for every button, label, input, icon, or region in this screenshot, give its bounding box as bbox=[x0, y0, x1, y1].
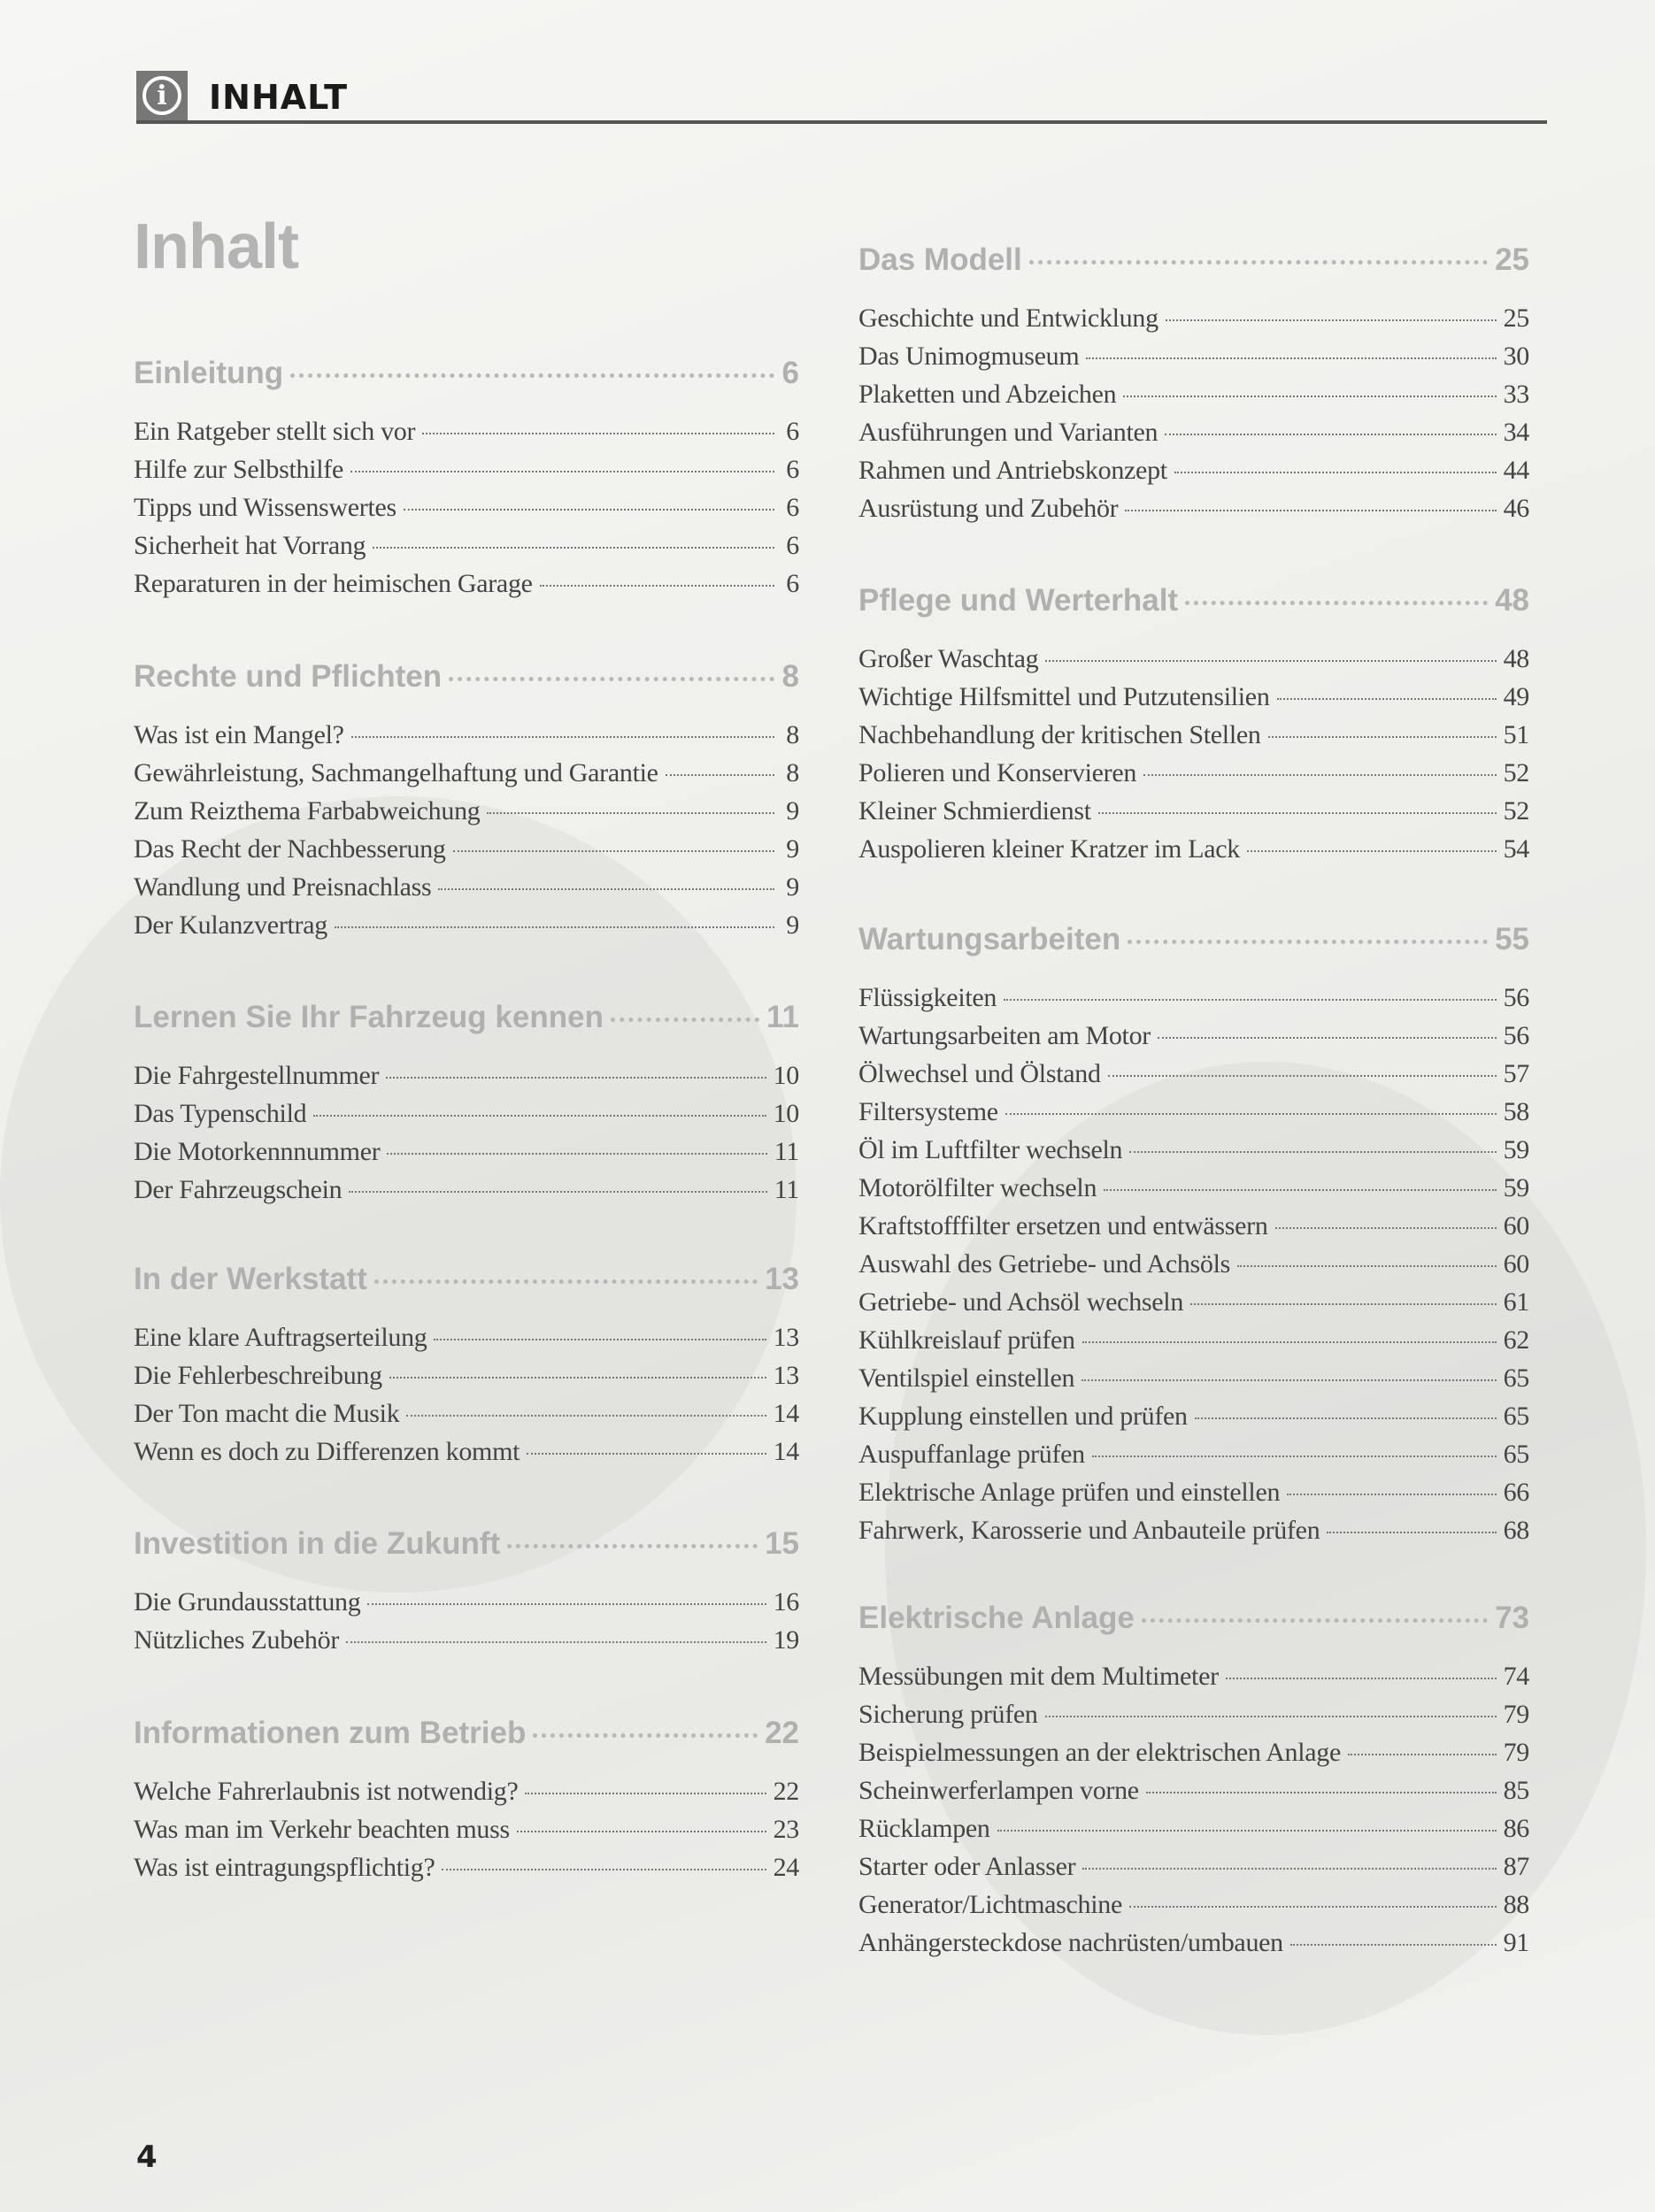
entry-title: Scheinwerferlampen vorne bbox=[858, 1776, 1139, 1805]
entry-title: Ausführungen und Varianten bbox=[858, 418, 1158, 447]
leader-dots bbox=[442, 1869, 766, 1870]
entry-page: 25 bbox=[1503, 303, 1529, 333]
entry-title: Beispielmessungen an der elektrischen Anlage bbox=[858, 1738, 1341, 1767]
leader-dots bbox=[1104, 1189, 1496, 1191]
leader-dots bbox=[422, 433, 774, 434]
entry-page: 88 bbox=[1503, 1890, 1529, 1919]
entry-page: 6 bbox=[786, 455, 799, 484]
leader-dots bbox=[611, 1018, 759, 1022]
entry-page: 52 bbox=[1503, 796, 1529, 826]
toc-entry[interactable] bbox=[134, 1848, 799, 1886]
leader-dots bbox=[527, 1453, 766, 1455]
toc-entry[interactable] bbox=[858, 792, 1529, 830]
leader-dots bbox=[1185, 601, 1488, 605]
toc-entry[interactable] bbox=[858, 1657, 1529, 1695]
entry-page: 74 bbox=[1503, 1662, 1529, 1691]
leader-dots bbox=[351, 736, 774, 738]
entry-page: 66 bbox=[1503, 1478, 1529, 1507]
toc-section bbox=[858, 583, 1529, 868]
entry-title: Wenn es doch zu Differenzen kommt bbox=[134, 1437, 520, 1466]
leader-dots bbox=[1143, 774, 1497, 776]
entry-page: 48 bbox=[1503, 644, 1529, 673]
entry-page: 11 bbox=[774, 1175, 799, 1204]
entry-title: Kleiner Schmierdienst bbox=[858, 796, 1091, 826]
entry-title: Polieren und Konservieren bbox=[858, 758, 1137, 787]
toc-section bbox=[134, 1000, 799, 1209]
toc-entry[interactable] bbox=[134, 1432, 799, 1471]
entry-page: 24 bbox=[773, 1853, 799, 1882]
section-heading[interactable] bbox=[858, 922, 1529, 961]
entry-page: 6 bbox=[786, 569, 799, 598]
section-title: Wartungsarbeiten bbox=[858, 922, 1121, 956]
entry-title: Das Typenschild bbox=[134, 1099, 307, 1128]
entry-page: 22 bbox=[773, 1777, 799, 1806]
leader-dots bbox=[1086, 357, 1496, 359]
leader-dots bbox=[1125, 510, 1496, 511]
entry-title: Messübungen mit dem Multimeter bbox=[858, 1662, 1219, 1691]
entry-page: 14 bbox=[773, 1437, 799, 1466]
toc-entry[interactable] bbox=[134, 1583, 799, 1621]
leader-dots bbox=[1098, 812, 1497, 814]
section-page: 55 bbox=[1495, 922, 1529, 956]
leader-dots bbox=[1174, 472, 1497, 473]
entry-title: Das Unimogmuseum bbox=[858, 342, 1080, 371]
leader-dots bbox=[386, 1077, 766, 1079]
section-title: Informationen zum Betrieb bbox=[134, 1716, 527, 1750]
page-header bbox=[136, 71, 1547, 124]
entry-page: 87 bbox=[1503, 1852, 1529, 1881]
entry-title: Der Fahrzeugschein bbox=[134, 1175, 343, 1204]
toc-section bbox=[134, 1262, 799, 1471]
entry-page: 57 bbox=[1503, 1059, 1529, 1088]
leader-dots bbox=[533, 1733, 758, 1738]
toc-entry[interactable] bbox=[134, 565, 799, 603]
leader-dots bbox=[1275, 1227, 1497, 1229]
entry-page: 11 bbox=[774, 1137, 799, 1166]
toc-entry[interactable] bbox=[858, 678, 1529, 716]
toc-entry[interactable] bbox=[858, 1245, 1529, 1283]
entry-title: Das Recht der Nachbesserung bbox=[134, 834, 446, 864]
section-heading[interactable] bbox=[134, 659, 799, 698]
entry-page: 8 bbox=[786, 758, 799, 787]
section-page: 22 bbox=[765, 1716, 799, 1750]
toc-entry[interactable] bbox=[858, 979, 1529, 1017]
leader-dots bbox=[517, 1831, 766, 1832]
entry-title: Öl im Luftfilter wechseln bbox=[858, 1135, 1123, 1164]
entry-title: Sicherung prüfen bbox=[858, 1700, 1038, 1729]
entry-page: 58 bbox=[1503, 1097, 1529, 1126]
toc-entry[interactable] bbox=[858, 1473, 1529, 1511]
section-title: Investition in die Zukunft bbox=[134, 1526, 501, 1561]
entry-title: Anhängersteckdose nachrüsten/umbauen bbox=[858, 1928, 1283, 1957]
toc-entry[interactable] bbox=[858, 1695, 1529, 1733]
entry-title: Kupplung einstellen und prüfen bbox=[858, 1402, 1188, 1431]
entry-title: Was ist eintragungspflichtig? bbox=[134, 1853, 435, 1882]
toc-entry[interactable] bbox=[858, 1321, 1529, 1359]
leader-dots bbox=[1082, 1341, 1497, 1343]
section-heading[interactable] bbox=[134, 356, 799, 395]
leader-dots bbox=[487, 812, 774, 814]
leader-dots bbox=[1226, 1678, 1497, 1679]
toc-entry[interactable] bbox=[858, 1131, 1529, 1169]
entry-title: Filtersysteme bbox=[858, 1097, 998, 1126]
toc-entry[interactable] bbox=[858, 1847, 1529, 1886]
entry-page: 79 bbox=[1503, 1738, 1529, 1767]
entry-title: Ventilspiel einstellen bbox=[858, 1363, 1075, 1393]
toc-section bbox=[858, 242, 1529, 527]
toc-entry[interactable] bbox=[858, 1283, 1529, 1321]
entry-title: Auswahl des Getriebe- und Achsöls bbox=[858, 1249, 1231, 1279]
toc-section bbox=[858, 922, 1529, 1549]
toc-entry[interactable] bbox=[134, 1318, 799, 1356]
entry-title: Die Fahrgestellnummer bbox=[134, 1061, 380, 1090]
leader-dots bbox=[666, 774, 774, 776]
entry-page: 8 bbox=[786, 720, 799, 749]
section-page: 8 bbox=[781, 659, 799, 694]
entry-title: Starter oder Anlasser bbox=[858, 1852, 1076, 1881]
entry-page: 10 bbox=[773, 1099, 799, 1128]
entry-page: 56 bbox=[1503, 1021, 1529, 1050]
toc-entry[interactable] bbox=[858, 1733, 1529, 1771]
section-page: 25 bbox=[1495, 242, 1529, 277]
entry-title: Elektrische Anlage prüfen und einstellen bbox=[858, 1478, 1281, 1507]
toc-entry[interactable] bbox=[134, 1772, 799, 1810]
entry-page: 54 bbox=[1503, 834, 1529, 864]
toc-entry[interactable] bbox=[134, 526, 799, 565]
entry-page: 34 bbox=[1503, 418, 1529, 447]
entry-page: 9 bbox=[786, 910, 799, 940]
toc-section bbox=[134, 1526, 799, 1659]
entry-title: Rücklampen bbox=[858, 1814, 990, 1843]
entry-page: 60 bbox=[1503, 1211, 1529, 1240]
toc-entry[interactable] bbox=[858, 1924, 1529, 1962]
toc-entry[interactable] bbox=[134, 716, 799, 754]
toc-entry[interactable] bbox=[858, 375, 1529, 413]
toc-entry[interactable] bbox=[134, 906, 799, 944]
entry-page: 61 bbox=[1503, 1287, 1529, 1317]
entry-page: 79 bbox=[1503, 1700, 1529, 1729]
leader-dots bbox=[507, 1544, 758, 1548]
entry-title: Nachbehandlung der kritischen Stellen bbox=[858, 720, 1261, 749]
leader-dots bbox=[1146, 1792, 1497, 1793]
section-title: Elektrische Anlage bbox=[858, 1601, 1135, 1635]
entry-page: 65 bbox=[1503, 1440, 1529, 1469]
toc-entry[interactable] bbox=[858, 489, 1529, 527]
section-heading[interactable] bbox=[858, 1601, 1529, 1640]
section-heading[interactable] bbox=[134, 1000, 799, 1039]
leader-dots bbox=[1287, 1494, 1496, 1495]
entry-page: 13 bbox=[773, 1361, 799, 1390]
toc-entry[interactable] bbox=[134, 1133, 799, 1171]
entry-page: 16 bbox=[773, 1587, 799, 1617]
toc-entry[interactable] bbox=[134, 1356, 799, 1394]
toc-entry[interactable] bbox=[134, 868, 799, 906]
leader-dots bbox=[438, 888, 774, 890]
section-page: 6 bbox=[781, 356, 799, 390]
leader-dots bbox=[1268, 736, 1497, 738]
leader-dots bbox=[387, 1153, 766, 1155]
entry-page: 13 bbox=[773, 1323, 799, 1352]
entry-title: Hilfe zur Selbsthilfe bbox=[134, 455, 343, 484]
section-title: Lernen Sie Ihr Fahrzeug kennen bbox=[134, 1000, 604, 1034]
entry-page: 62 bbox=[1503, 1325, 1529, 1355]
toc-entry[interactable] bbox=[858, 1169, 1529, 1207]
leader-dots bbox=[1190, 1303, 1497, 1305]
entry-page: 44 bbox=[1503, 456, 1529, 485]
entry-title: Reparaturen in der heimischen Garage bbox=[134, 569, 533, 598]
entry-title: Großer Waschtag bbox=[858, 644, 1039, 673]
toc-entry[interactable] bbox=[134, 792, 799, 830]
toc-entry[interactable] bbox=[858, 451, 1529, 489]
toc-entry[interactable] bbox=[134, 754, 799, 792]
entry-title: Zum Reizthema Farbabweichung bbox=[134, 796, 481, 826]
entry-page: 65 bbox=[1503, 1402, 1529, 1431]
entry-page: 51 bbox=[1503, 720, 1529, 749]
entry-page: 91 bbox=[1503, 1928, 1529, 1957]
entry-title: Der Kulanzvertrag bbox=[134, 910, 327, 940]
toc-entry[interactable] bbox=[134, 1621, 799, 1659]
leader-dots bbox=[1195, 1417, 1497, 1419]
leader-dots bbox=[1129, 1906, 1497, 1908]
toc-entry[interactable] bbox=[134, 1094, 799, 1133]
leader-dots bbox=[1158, 1037, 1497, 1039]
section-heading[interactable] bbox=[134, 1262, 799, 1301]
section-heading[interactable] bbox=[858, 242, 1529, 281]
section-title: In der Werkstatt bbox=[134, 1262, 367, 1296]
toc-entry[interactable] bbox=[858, 1359, 1529, 1397]
entry-page: 56 bbox=[1503, 983, 1529, 1012]
entry-page: 68 bbox=[1503, 1516, 1529, 1545]
header-title: INHALT bbox=[209, 78, 348, 117]
entry-title: Der Ton macht die Musik bbox=[134, 1399, 400, 1428]
entry-title: Ein Ratgeber stellt sich vor bbox=[134, 417, 416, 446]
leader-dots bbox=[404, 509, 774, 511]
info-icon: i bbox=[136, 71, 188, 120]
entry-title: Die Fehlerbeschreibung bbox=[134, 1361, 382, 1390]
entry-page: 23 bbox=[773, 1815, 799, 1844]
entry-page: 59 bbox=[1503, 1135, 1529, 1164]
entry-page: 46 bbox=[1503, 494, 1529, 523]
entry-page: 86 bbox=[1503, 1814, 1529, 1843]
leader-dots bbox=[1092, 1455, 1497, 1457]
leader-dots bbox=[313, 1115, 766, 1117]
entry-page: 6 bbox=[786, 493, 799, 522]
entry-title: Die Grundausstattung bbox=[134, 1587, 361, 1617]
toc-entry[interactable] bbox=[858, 1017, 1529, 1055]
leader-dots bbox=[1277, 698, 1497, 700]
entry-page: 19 bbox=[773, 1625, 799, 1655]
entry-title: Auspuffanlage prüfen bbox=[858, 1440, 1085, 1469]
toc-entry[interactable] bbox=[858, 1511, 1529, 1549]
entry-title: Welche Fahrerlaubnis ist notwendig? bbox=[134, 1777, 519, 1806]
entry-title: Wartungsarbeiten am Motor bbox=[858, 1021, 1151, 1050]
leader-dots bbox=[1129, 1151, 1496, 1153]
section-heading[interactable] bbox=[134, 1526, 799, 1565]
leader-dots bbox=[1165, 434, 1496, 435]
toc-entry[interactable] bbox=[858, 1055, 1529, 1093]
entry-title: Kraftstofffilter ersetzen und entwässern bbox=[858, 1211, 1268, 1240]
toc-section bbox=[134, 1716, 799, 1886]
toc-entry[interactable] bbox=[134, 1394, 799, 1432]
toc-entry[interactable] bbox=[134, 488, 799, 526]
toc-entry[interactable] bbox=[134, 450, 799, 488]
entry-page: 33 bbox=[1503, 380, 1529, 409]
leader-dots bbox=[373, 547, 774, 549]
entry-title: Generator/Lichtmaschine bbox=[858, 1890, 1122, 1919]
toc-entry[interactable] bbox=[858, 413, 1529, 451]
leader-dots bbox=[374, 1279, 758, 1284]
leader-dots bbox=[1348, 1754, 1497, 1755]
entry-title: Geschichte und Entwicklung bbox=[858, 303, 1158, 333]
entry-page: 60 bbox=[1503, 1249, 1529, 1279]
entry-page: 14 bbox=[773, 1399, 799, 1428]
leader-dots bbox=[389, 1377, 766, 1379]
leader-dots bbox=[1327, 1532, 1496, 1533]
toc-section bbox=[858, 1601, 1529, 1962]
leader-dots bbox=[1045, 660, 1496, 662]
entry-page: 85 bbox=[1503, 1776, 1529, 1805]
leader-dots bbox=[1237, 1265, 1497, 1267]
section-page: 48 bbox=[1495, 583, 1529, 618]
leader-dots bbox=[453, 850, 774, 852]
toc-entry[interactable] bbox=[858, 299, 1529, 337]
page-title: Inhalt bbox=[134, 211, 298, 282]
leader-dots bbox=[1108, 1075, 1497, 1077]
section-page: 15 bbox=[765, 1526, 799, 1561]
toc-entry[interactable] bbox=[858, 1207, 1529, 1245]
leader-dots bbox=[346, 1641, 766, 1643]
toc-entry[interactable] bbox=[858, 1771, 1529, 1809]
toc-entry[interactable] bbox=[858, 1809, 1529, 1847]
entry-page: 6 bbox=[786, 531, 799, 560]
entry-title: Sicherheit hat Vorrang bbox=[134, 531, 366, 560]
entry-page: 65 bbox=[1503, 1363, 1529, 1393]
entry-page: 9 bbox=[786, 872, 799, 902]
section-title: Das Modell bbox=[858, 242, 1022, 277]
toc-section bbox=[134, 659, 799, 944]
leader-dots bbox=[1128, 940, 1488, 944]
entry-title: Motorölfilter wechseln bbox=[858, 1173, 1097, 1202]
entry-page: 10 bbox=[773, 1061, 799, 1090]
toc-entry[interactable] bbox=[858, 754, 1529, 792]
toc-entry[interactable] bbox=[858, 1397, 1529, 1435]
toc-entry[interactable] bbox=[134, 1056, 799, 1094]
toc-entry[interactable] bbox=[134, 1810, 799, 1848]
entry-title: Wandlung und Preisnachlass bbox=[134, 872, 432, 902]
entry-title: Die Motorkennnummer bbox=[134, 1137, 381, 1166]
leader-dots bbox=[1004, 999, 1496, 1001]
toc-entry[interactable] bbox=[858, 1093, 1529, 1131]
toc-entry[interactable] bbox=[858, 640, 1529, 678]
entry-page: 49 bbox=[1503, 682, 1529, 711]
section-title: Rechte und Pflichten bbox=[134, 659, 443, 694]
leader-dots bbox=[1082, 1868, 1496, 1870]
leader-dots bbox=[1045, 1716, 1497, 1717]
leader-dots bbox=[1082, 1379, 1496, 1381]
leader-dots bbox=[335, 926, 774, 928]
leader-dots bbox=[540, 585, 774, 587]
entry-page: 9 bbox=[786, 834, 799, 864]
entry-title: Tipps und Wissenswertes bbox=[134, 493, 396, 522]
entry-title: Auspolieren kleiner Kratzer im Lack bbox=[858, 834, 1240, 864]
section-title: Einleitung bbox=[134, 356, 284, 390]
entry-title: Nützliches Zubehör bbox=[134, 1625, 340, 1655]
entry-title: Getriebe- und Achsöl wechseln bbox=[858, 1287, 1184, 1317]
page-number: 4 bbox=[136, 2139, 158, 2175]
entry-title: Was ist ein Mangel? bbox=[134, 720, 344, 749]
toc-entry[interactable] bbox=[134, 830, 799, 868]
leader-dots bbox=[1166, 319, 1497, 321]
entry-page: 30 bbox=[1503, 342, 1529, 371]
entry-title: Gewährleistung, Sachmangelhaftung und Garantie bbox=[134, 758, 658, 787]
section-heading[interactable] bbox=[858, 583, 1529, 622]
leader-dots bbox=[1029, 260, 1488, 265]
leader-dots bbox=[997, 1830, 1497, 1832]
leader-dots bbox=[350, 471, 774, 472]
entry-title: Rahmen und Antriebskonzept bbox=[858, 456, 1167, 485]
entry-page: 59 bbox=[1503, 1173, 1529, 1202]
toc-entry[interactable] bbox=[858, 830, 1529, 868]
entry-title: Wichtige Hilfsmittel und Putzutensilien bbox=[858, 682, 1270, 711]
section-heading[interactable] bbox=[134, 1716, 799, 1755]
leader-dots bbox=[290, 373, 774, 378]
leader-dots bbox=[1005, 1113, 1497, 1115]
leader-dots bbox=[349, 1191, 766, 1193]
entry-page: 9 bbox=[786, 796, 799, 826]
leader-dots bbox=[1247, 850, 1497, 852]
section-title: Pflege und Werterhalt bbox=[858, 583, 1179, 618]
leader-dots bbox=[406, 1415, 766, 1417]
entry-title: Plaketten und Abzeichen bbox=[858, 380, 1117, 409]
entry-title: Flüssigkeiten bbox=[858, 983, 997, 1012]
toc-entry[interactable] bbox=[858, 716, 1529, 754]
entry-title: Eine klare Auftragserteilung bbox=[134, 1323, 427, 1352]
leader-dots bbox=[1123, 396, 1496, 397]
leader-dots bbox=[367, 1603, 766, 1605]
entry-title: Was man im Verkehr beachten muss bbox=[134, 1815, 510, 1844]
section-page: 73 bbox=[1495, 1601, 1529, 1635]
toc-entry[interactable] bbox=[858, 337, 1529, 375]
entry-title: Ausrüstung und Zubehör bbox=[858, 494, 1119, 523]
leader-dots bbox=[449, 677, 774, 681]
toc-entry[interactable] bbox=[858, 1435, 1529, 1473]
leader-dots bbox=[1290, 1944, 1497, 1946]
leader-dots bbox=[525, 1793, 766, 1794]
entry-title: Fahrwerk, Karosserie und Anbauteile prüfen bbox=[858, 1516, 1320, 1545]
leader-dots bbox=[434, 1339, 766, 1340]
entry-title: Ölwechsel und Ölstand bbox=[858, 1059, 1101, 1088]
section-page: 11 bbox=[766, 1000, 799, 1034]
toc-section bbox=[134, 356, 799, 603]
toc-entry[interactable] bbox=[134, 412, 799, 450]
leader-dots bbox=[1142, 1618, 1488, 1623]
toc-entry[interactable] bbox=[858, 1886, 1529, 1924]
section-page: 13 bbox=[765, 1262, 799, 1296]
toc-entry[interactable] bbox=[134, 1171, 799, 1209]
entry-page: 6 bbox=[786, 417, 799, 446]
entry-title: Kühlkreislauf prüfen bbox=[858, 1325, 1075, 1355]
entry-page: 52 bbox=[1503, 758, 1529, 787]
